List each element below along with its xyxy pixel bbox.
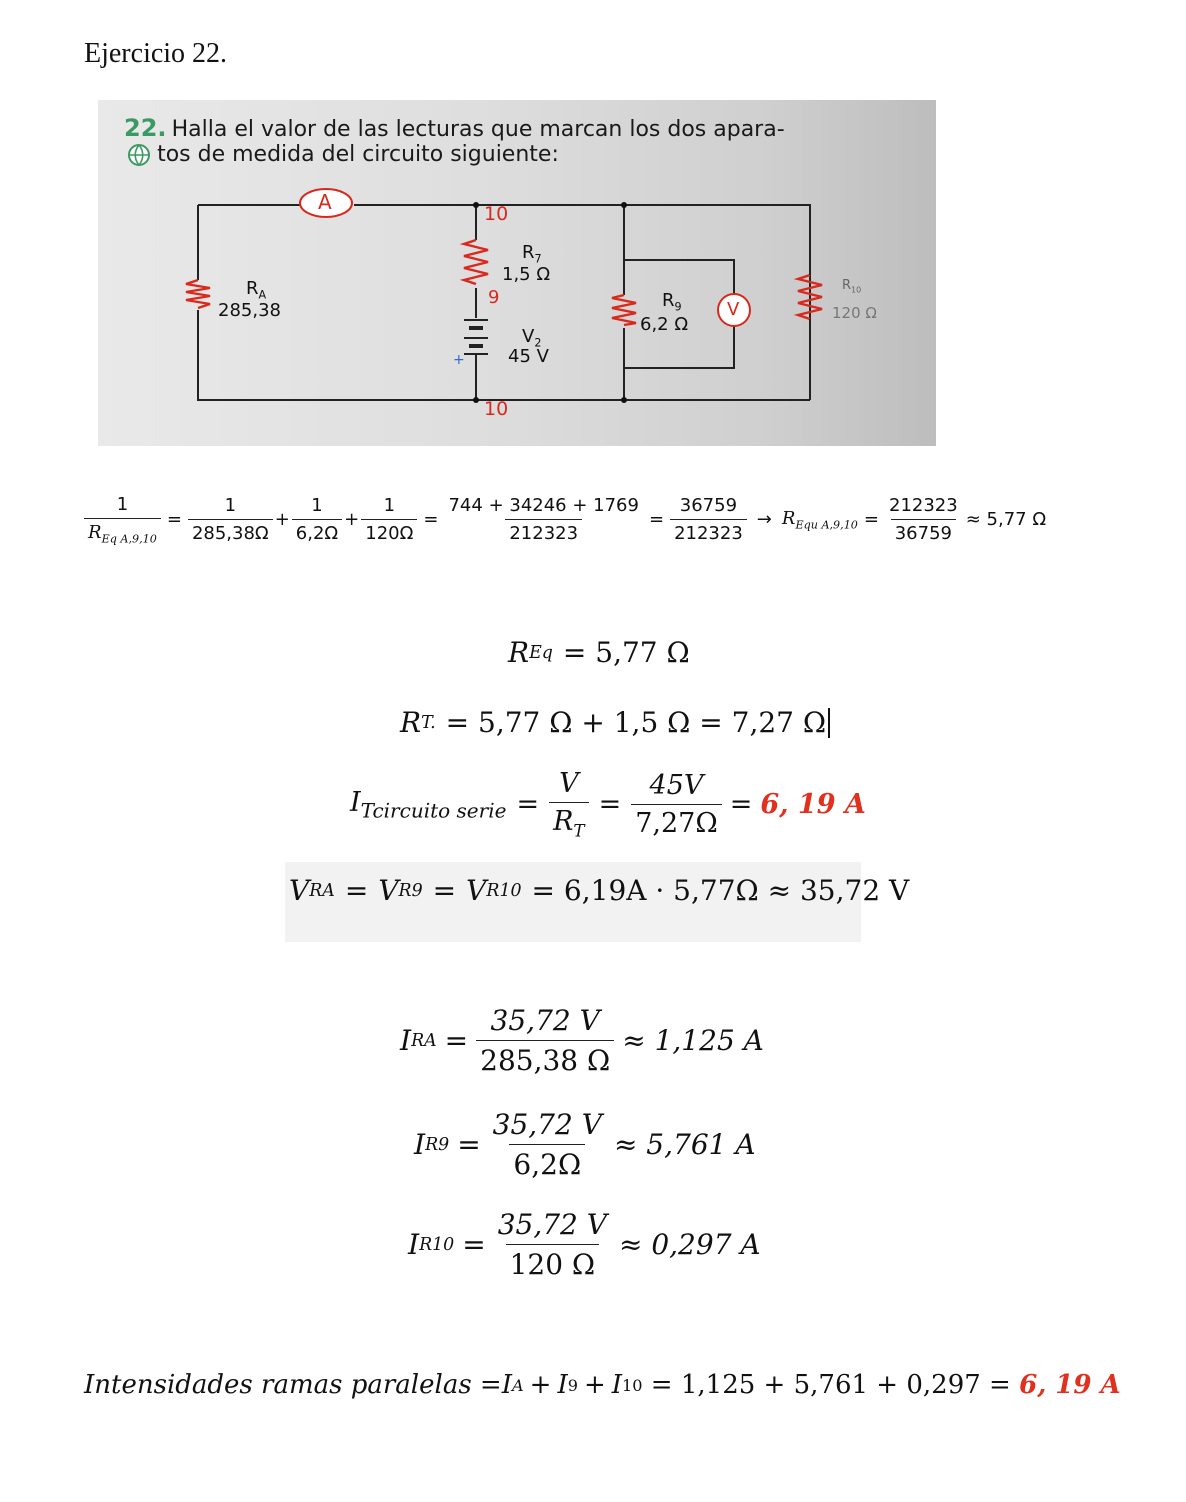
resistor-ra <box>186 280 210 308</box>
r9-label: $R_9$ <box>662 290 682 314</box>
equation-req: R Eq = 5,77 Ω <box>508 636 690 669</box>
ra-value: 285,38 <box>218 300 281 321</box>
voltage-box <box>285 862 910 942</box>
equation-current-ra: I RA = $\frac{35,72 V}{285,38 \Omega}$ ≈ 1,125 A <box>400 1004 764 1077</box>
equation-rt: R T. = 5,77 Ω + 1,5 Ω = 7,27 Ω <box>400 706 830 739</box>
r10-label: $R_{10}$ <box>842 278 862 295</box>
ra-label: $R_A$ <box>246 278 267 302</box>
eq1-lhs: $\frac{1}{R_{Eq A,9,10}}$ <box>84 494 161 546</box>
exercise-heading: Ejercicio 22. <box>84 38 228 69</box>
r7-label: $R_7$ <box>522 242 542 266</box>
resistor-r7 <box>464 240 488 284</box>
r9-value: 6,2 Ω <box>640 314 689 335</box>
equation-equivalent-resistance: $\frac{1}{R_{Eq A,9,10}}$ = $\frac{1}{285,38\Omega}$ + $\frac{1}{6,2\Omega}$ + $\frac{1}{120\Omega}$ = $\frac{744 + 34246 + 1769}{212323}$ = $\frac{36759}{212323}$ → $R_{Equ A,9,10}$ = $\frac{212323}{36759}$ ≈ 5,77 Ω <box>84 494 1046 546</box>
node-label-top: 10 <box>484 203 509 225</box>
voltmeter-label: V <box>727 299 740 320</box>
exercise-number: 22. <box>124 114 167 142</box>
equation-total-current: $I_{Tcircuito serie}$ = $\frac{V}{R_T}$ = $\frac{45V}{7,27\Omega}$ = 6, 19 A <box>350 768 866 841</box>
equation-parallel-sum: Intensidades ramas paralelas = I A + I 9 + I 10 = 1,125 + 5,761 + 0,297 = 6, 19 A <box>84 1370 1121 1400</box>
equation-current-r10: I R10 = $\frac{35,72 V}{120 \Omega}$ ≈ 0,297 A <box>408 1208 761 1281</box>
node-label-bottom: 10 <box>484 398 509 420</box>
exercise-line-2: tos de medida del circuito siguiente: <box>157 142 559 167</box>
node-label-mid: 9 <box>488 287 500 308</box>
resistor-r9 <box>612 295 636 325</box>
r10-value: 120 Ω <box>832 304 877 322</box>
equation-parallel-voltage: V RA = V R9 = V R10 = 6,19A · 5,77Ω ≈ 35,72 V <box>289 874 910 907</box>
parallel-sum-result: 6, 19 A <box>1019 1370 1121 1400</box>
battery-plus-label: + <box>453 352 465 368</box>
v2-value: 45 V <box>508 346 549 367</box>
r7-value: 1,5 Ω <box>502 264 551 285</box>
text-cursor <box>828 708 830 738</box>
v2-label: $V_2$ <box>522 326 542 350</box>
exercise-line-1: Halla el valor de las lecturas que marcan los dos apara- <box>171 117 785 142</box>
equation-current-r9: I R9 = $\frac{35,72 V}{6,2\Omega}$ ≈ 5,761 A <box>414 1108 756 1181</box>
ammeter-label: A <box>318 190 332 214</box>
exercise-photo <box>98 100 936 446</box>
total-current-result: 6, 19 A <box>760 788 866 820</box>
